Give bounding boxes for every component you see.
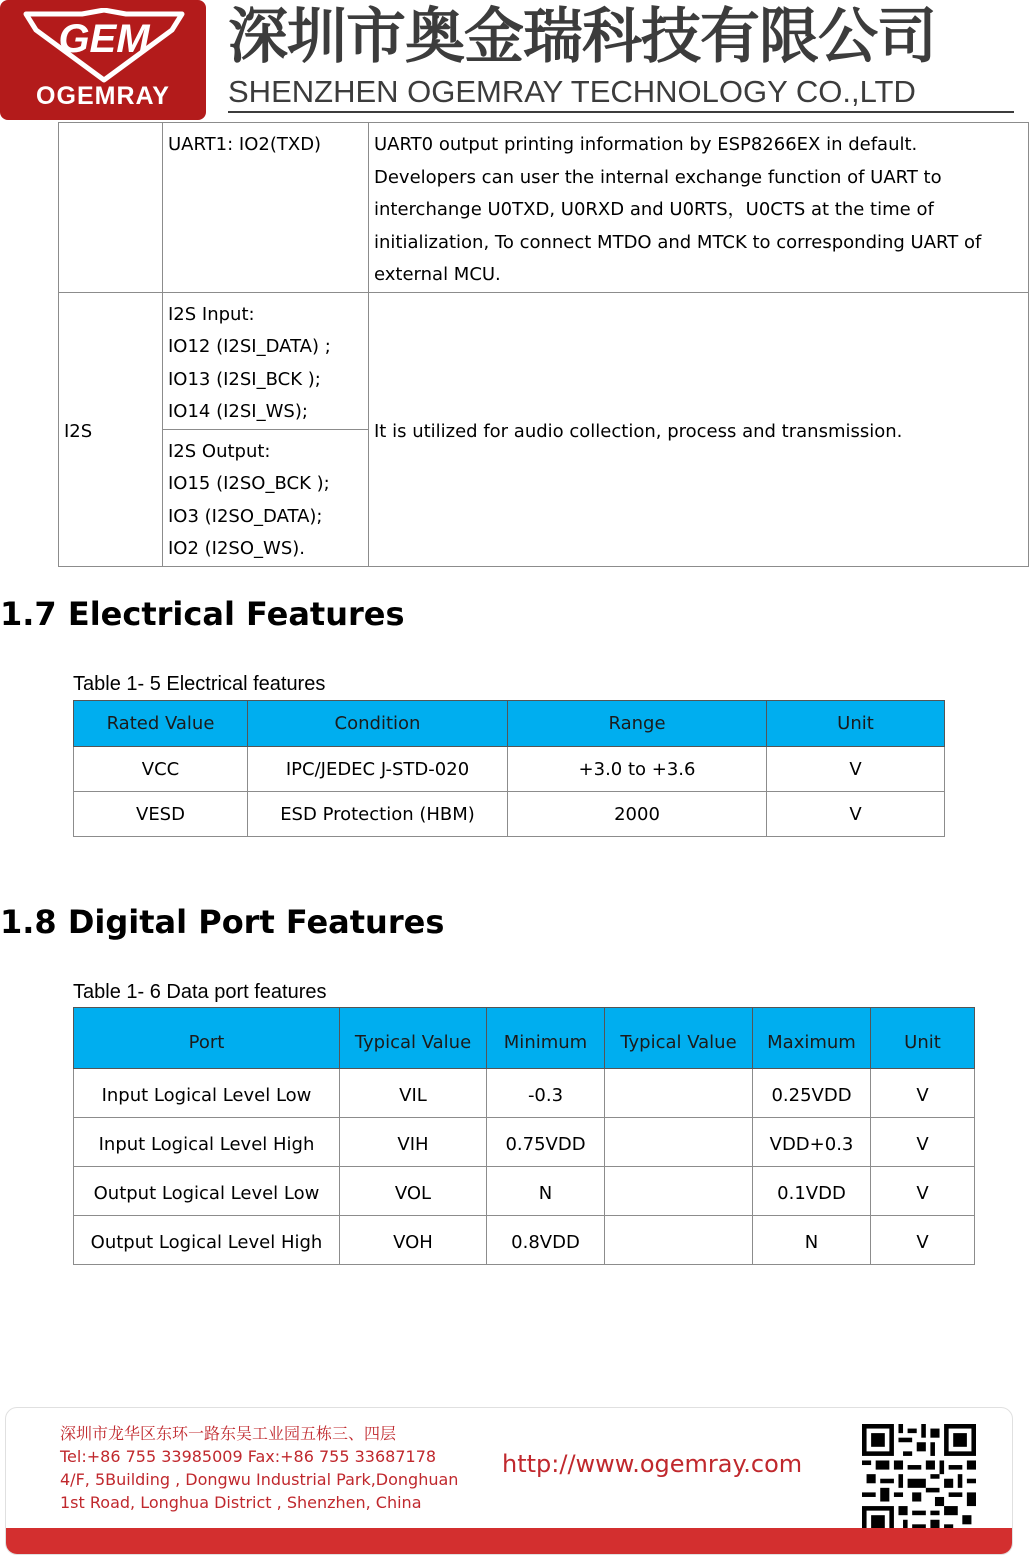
table-cell: VESD <box>74 792 248 837</box>
table-cell <box>605 1216 753 1265</box>
table-header-row <box>74 1008 975 1069</box>
column-header: Unit <box>767 701 945 747</box>
column-header: Minimum <box>487 1008 605 1069</box>
column-header: Typical Value <box>605 1008 753 1069</box>
column-header: Maximum <box>753 1008 871 1069</box>
i2s-output-line: I2S Output: <box>168 440 271 462</box>
table-cell: 0.75VDD <box>487 1118 605 1167</box>
table-cell: ESD Protection (HBM) <box>248 792 508 837</box>
qr-code-icon <box>862 1424 976 1538</box>
table-caption-digital: Table 1- 6 Data port features <box>73 981 327 1003</box>
table-cell: IPC/JEDEC J-STD-020 <box>248 747 508 792</box>
table-cell <box>605 1069 753 1118</box>
interface-name-cell <box>59 123 163 293</box>
table-cell: N <box>753 1216 871 1265</box>
section-title-digital: 1.8 Digital Port Features <box>0 903 445 941</box>
table-caption-electrical: Table 1- 5 Electrical features <box>73 673 326 695</box>
i2s-name-cell: I2S <box>59 292 163 566</box>
footer-phone: Tel:+86 755 33985009 Fax:+86 755 33687178 <box>60 1447 437 1466</box>
table-cell: VIL <box>340 1069 487 1118</box>
i2s-output-cell <box>163 429 369 566</box>
footer-address-cn: 深圳市龙华区东环一路东吴工业园五栋三、四层 <box>60 1424 397 1443</box>
footer-address-en-line2: 1st Road, Longhua District , Shenzhen, China <box>60 1493 422 1512</box>
column-header: Unit <box>871 1008 975 1069</box>
table-cell <box>605 1118 753 1167</box>
i2s-description-cell: It is utilized for audio collection, process and transmission. <box>369 292 1029 566</box>
table-cell: VCC <box>74 747 248 792</box>
table-cell: VIH <box>340 1118 487 1167</box>
table-cell: VDD+0.3 <box>753 1118 871 1167</box>
table-row <box>74 792 945 837</box>
data-port-features-table <box>73 1007 975 1265</box>
logo-text: OGEMRAY <box>36 82 170 110</box>
i2s-output-line: IO3 (I2SO_DATA); <box>168 505 323 527</box>
table-cell: 2000 <box>508 792 767 837</box>
table-cell: VOL <box>340 1167 487 1216</box>
table-cell: 0.1VDD <box>753 1167 871 1216</box>
table-cell: Output Logical Level High <box>74 1216 340 1265</box>
i2s-input-line: I2S Input: <box>168 303 255 325</box>
electrical-features-table <box>73 700 945 837</box>
table-cell: +3.0 to +3.6 <box>508 747 767 792</box>
company-name-en: SHENZHEN OGEMRAY TECHNOLOGY CO.,LTD <box>228 74 916 109</box>
table-cell: N <box>487 1167 605 1216</box>
company-logo <box>0 0 206 120</box>
table-row <box>74 1118 975 1167</box>
table-cell: V <box>871 1167 975 1216</box>
i2s-input-line: IO12 (I2SI_DATA) ; <box>168 336 331 357</box>
table-row <box>74 1167 975 1216</box>
i2s-output-line: IO2 (I2SO_WS). <box>168 538 305 559</box>
i2s-input-line: IO14 (I2SI_WS); <box>168 401 308 422</box>
table-cell: V <box>871 1118 975 1167</box>
gem-logo-icon <box>22 8 186 84</box>
uart-pin-cell: UART1: IO2(TXD) <box>163 123 369 293</box>
footer-website-link[interactable]: http://www.ogemray.com <box>502 1450 803 1478</box>
table-cell: V <box>871 1069 975 1118</box>
table-cell: Input Logical Level Low <box>74 1069 340 1118</box>
page-footer <box>5 1407 1013 1555</box>
table-header-row <box>74 701 945 747</box>
table-cell: VOH <box>340 1216 487 1265</box>
footer-address-en-line1: 4/F, 5Building , Dongwu Industrial Park,Donghuan <box>60 1470 459 1489</box>
table-cell: V <box>767 792 945 837</box>
footer-red-bar <box>6 1528 1012 1554</box>
logo-mark: GEM <box>58 17 150 61</box>
table-row <box>74 1216 975 1265</box>
column-header: Rated Value <box>74 701 248 747</box>
column-header: Port <box>74 1008 340 1069</box>
column-header: Range <box>508 701 767 747</box>
column-header: Typical Value <box>340 1008 487 1069</box>
table-cell: -0.3 <box>487 1069 605 1118</box>
header-divider <box>228 111 1014 113</box>
table-cell <box>605 1167 753 1216</box>
section-title-electrical: 1.7 Electrical Features <box>0 595 405 633</box>
uart-description-cell: UART0 output printing information by ESP8266EX in default. Developers can user the internal exchange function of UART to interchange U0TXD, U0RXD and U0RTS，U0CTS at the time of initialization, To connect MTDO and MTCK to corresponding UART of external MCU. <box>369 123 1029 293</box>
interface-table <box>58 122 1029 567</box>
table-cell: V <box>871 1216 975 1265</box>
column-header: Condition <box>248 701 508 747</box>
i2s-output-line: IO15 (I2SO_BCK ); <box>168 473 330 494</box>
table-row <box>74 1069 975 1118</box>
table-row <box>59 292 1029 429</box>
table-row <box>59 123 1029 293</box>
i2s-input-cell <box>163 292 369 429</box>
table-cell: 0.25VDD <box>753 1069 871 1118</box>
footer-address-block <box>60 1422 460 1514</box>
table-cell: Input Logical Level High <box>74 1118 340 1167</box>
table-row <box>74 747 945 792</box>
i2s-input-line: IO13 (I2SI_BCK ); <box>168 368 321 390</box>
company-name-cn: 深圳市奥金瑞科技有限公司 <box>228 2 936 72</box>
table-cell: Output Logical Level Low <box>74 1167 340 1216</box>
table-cell: 0.8VDD <box>487 1216 605 1265</box>
table-cell: V <box>767 747 945 792</box>
